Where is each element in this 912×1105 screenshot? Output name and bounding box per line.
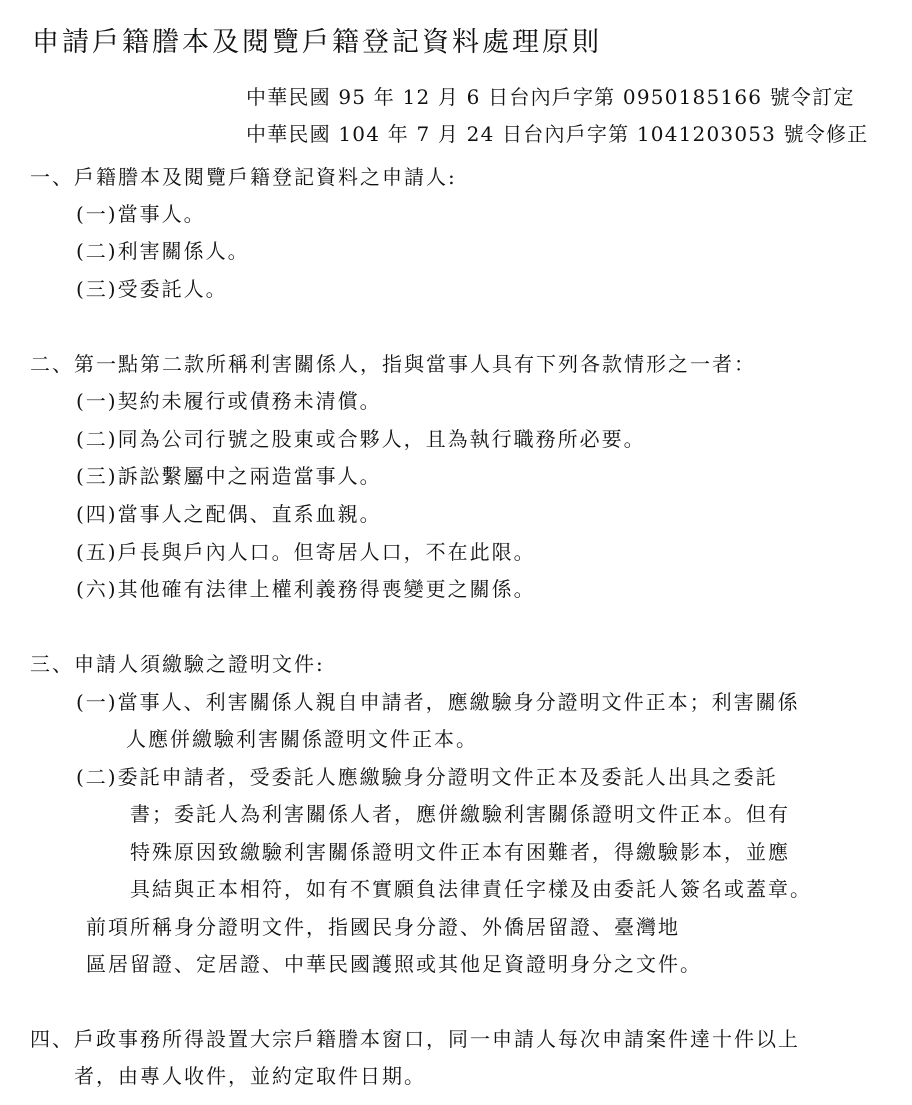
section-2-item xyxy=(76,539,536,565)
item-number: (三) xyxy=(76,277,118,301)
item-text: 委託申請者，受委託人應繳驗身分證明文件正本及委託人出具之委託 xyxy=(117,765,778,789)
item-text: 利害關係人。 xyxy=(117,239,250,263)
section-2-item xyxy=(76,426,646,452)
item-text: 受委託人。 xyxy=(117,277,228,301)
section-3-item-2-continued: 書；委託人為利害關係人者，應併繳驗利害關係證明文件正本。但有 xyxy=(130,802,790,826)
item-text: 當事人、利害關係人親自申請者，應繳驗身分證明文件正本；利害關係 xyxy=(117,690,800,714)
item-text: 其他確有法律上權利義務得喪變更之關係。 xyxy=(117,577,536,601)
section-2-item xyxy=(76,463,382,489)
item-number: (三) xyxy=(76,464,118,488)
section-3-item-2 xyxy=(76,764,778,790)
section-3-item-2-continued: 具結與正本相符，如有不實願負法律責任字樣及由委託人簽名或蓋章。 xyxy=(130,877,812,901)
document-title: 申請戶籍謄本及閱覽戶籍登記資料處理原則 xyxy=(32,27,602,58)
section-2-item xyxy=(76,501,382,527)
section-3-item-2-continued: 特殊原因致繳驗利害關係證明文件正本有困難者，得繳驗影本，並應 xyxy=(130,840,790,864)
section-2-heading: 二、第一點第二款所稱利害關係人，指與當事人具有下列各款情形之一者： xyxy=(30,352,756,376)
section-3-item-1-continued: 人應併繳驗利害關係證明文件正本。 xyxy=(126,727,478,751)
item-number: (四) xyxy=(76,502,118,526)
section-3-note-continued: 區居留證、定居證、中華民國護照或其他足資證明身分之文件。 xyxy=(86,952,702,976)
section-3-note: 前項所稱身分證明文件，指國民身分證、外僑居留證、臺灣地 xyxy=(86,915,680,939)
item-number: (一) xyxy=(76,202,118,226)
item-number: (二) xyxy=(76,239,118,263)
item-number: (五) xyxy=(76,540,118,564)
section-1-item xyxy=(76,276,228,302)
item-text: 戶長與戶內人口。但寄居人口，不在此限。 xyxy=(117,540,536,564)
item-number: (一) xyxy=(76,389,118,413)
section-4-paragraph-continued: 者，由專人收件，並約定取件日期。 xyxy=(74,1064,426,1088)
item-number: (六) xyxy=(76,577,118,601)
section-2-item xyxy=(76,388,382,414)
section-3-heading: 三、申請人須繳驗之證明文件: xyxy=(30,652,325,676)
section-1-item xyxy=(76,238,250,264)
item-text: 當事人之配偶、直系血親。 xyxy=(117,502,382,526)
section-1-item xyxy=(76,201,206,227)
amendment-note: 中華民國 104 年 7 月 24 日台內戶字第 1041203053 號令修正 xyxy=(246,122,869,146)
item-number: (二) xyxy=(76,427,118,451)
item-text: 同為公司行號之股東或合夥人，且為執行職務所必要。 xyxy=(117,427,646,451)
item-number: (一) xyxy=(76,690,118,714)
item-number: (二) xyxy=(76,765,118,789)
section-1-heading: 一、戶籍謄本及閱覽戶籍登記資料之申請人: xyxy=(30,165,457,189)
section-3-item-1 xyxy=(76,689,800,715)
item-text: 訴訟繫屬中之兩造當事人。 xyxy=(117,464,382,488)
section-4-paragraph: 四、戶政事務所得設置大宗戶籍謄本窗口，同一申請人每次申請案件達十件以上 xyxy=(30,1027,800,1051)
section-2-item xyxy=(76,576,536,602)
enactment-note: 中華民國 95 年 12 月 6 日台內戶字第 0950185166 號令訂定 xyxy=(246,85,855,109)
item-text: 當事人。 xyxy=(117,202,206,226)
item-text: 契約未履行或債務未清償。 xyxy=(117,389,382,413)
